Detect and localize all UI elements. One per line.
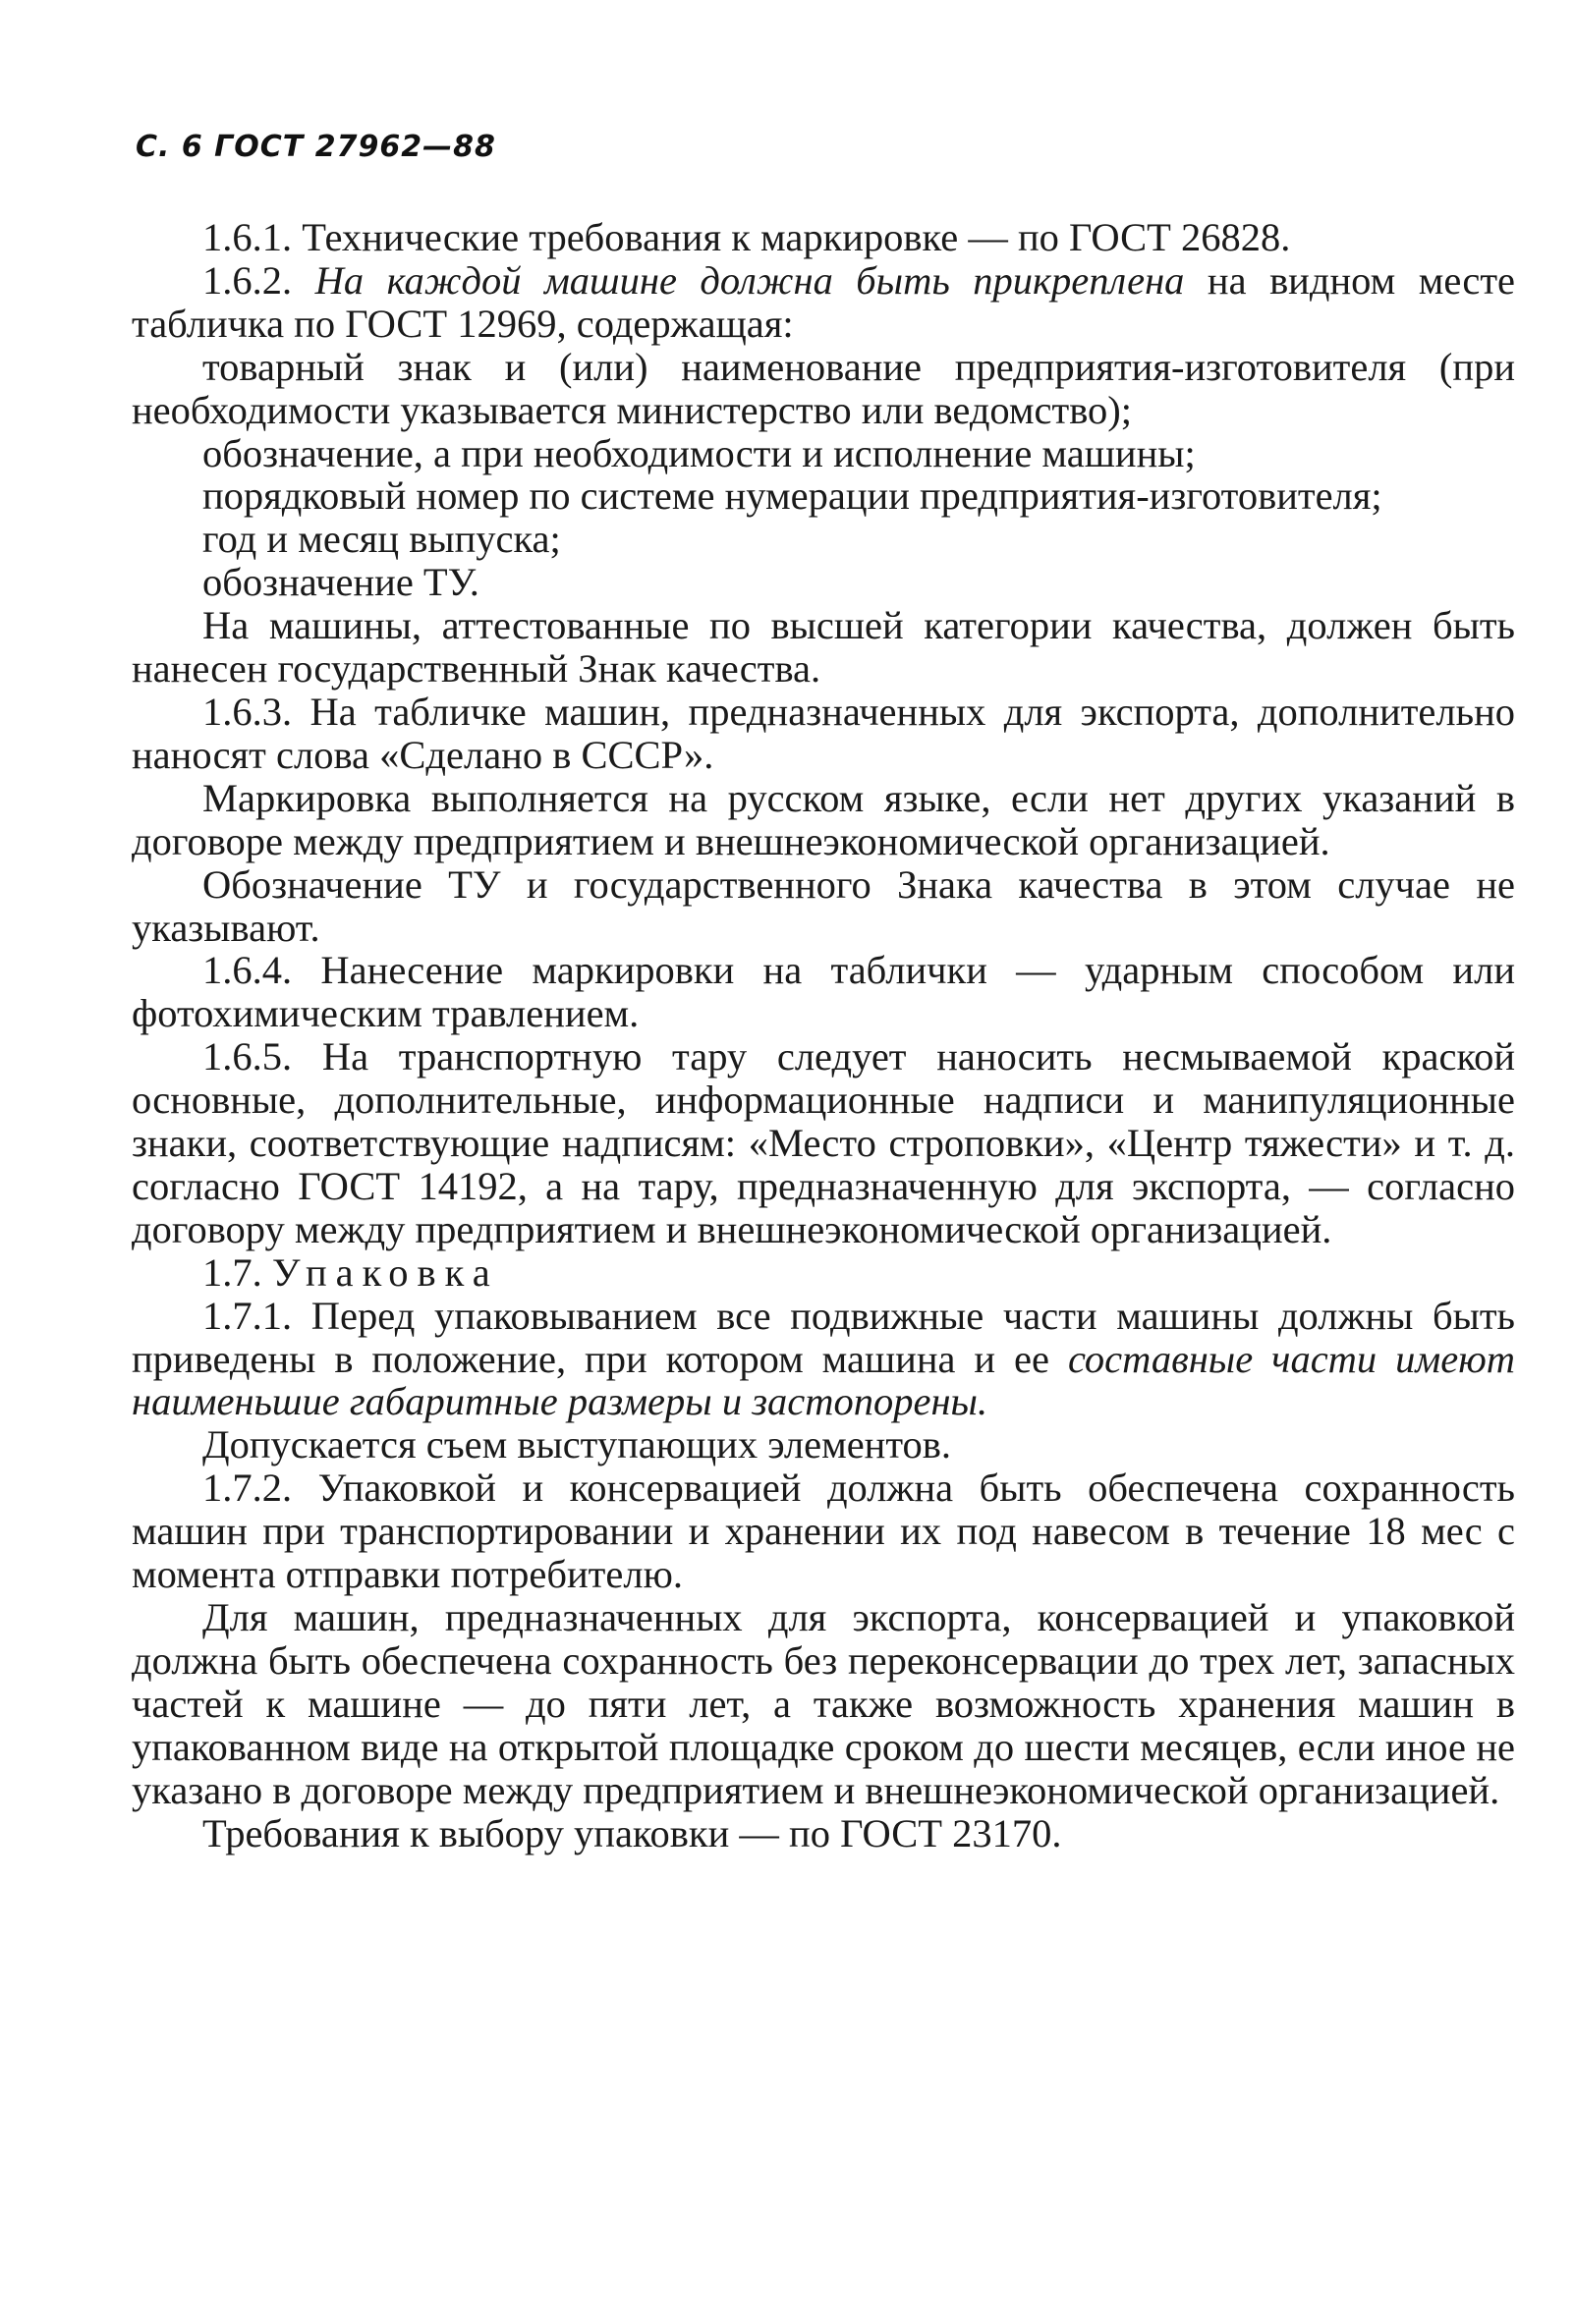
section-title: Упаковка [271,1249,499,1295]
paragraph-text: 1.7.1. Перед упаковыванием все подвижные части машины должны быть приведены в положение, при котором машина и ее [132,1293,1515,1381]
body-text [132,216,1515,1854]
paragraph-removal: Допускается съем выступающих элементов. [202,1422,952,1467]
paragraph-1-6-2 [132,259,1515,346]
paragraph-export-packaging: Для машин, предназначенных для экспорта, консервацией и упаковкой должна быть обеспечена сохранность без переконсервации до трех лет, запасных частей к машине — до пяти лет, а также возможность хранения машин в упакованном виде на открытой площадке сроком до шести месяцев, если иное не указано в договоре между предприятием и внешнеэкономической организацией. [132,1595,1515,1812]
paragraph-number: 1.6.2. [202,257,315,303]
list-item-year-month: год и месяц выпуска; [202,517,561,562]
italic-text: составные части имеют наименьшие габаритные размеры и застопорены. [132,1336,1516,1424]
paragraph-1-6-3: 1.6.3. На табличке машин, предназначенных для экспорта, дополнительно наносят слова «Сделано в СССР». [132,689,1515,777]
list-item-tu-designation: обозначение ТУ. [202,560,479,605]
paragraph-1-6-5: 1.6.5. На транспортную тару следует наносить несмываемой краской основные, дополнительные, информационные надписи и манипуляционные знаки, соответствующие надписям: «Место строповки», «Центр тяжести» и т. д. согласно ГОСТ 14192, а на тару, предназначенную для экспорта, — согласно договору между предприятием и внешнеэкономической организацией. [132,1034,1515,1251]
paragraph-1-7-1 [132,1295,1515,1424]
paragraph-tu-not-indicated: Обозначение ТУ и государственного Знака качества в этом случае не указывают. [132,861,1515,950]
paragraph-1-6-4: 1.6.4. Нанесение маркировки на таблички — ударным способом или фотохимическим травлением. [132,948,1515,1036]
list-item-trademark: товарный знак и (или) наименование предприятия-изготовителя (при необходимости указывается министерство или ведомство); [132,344,1515,432]
list-item-designation: обозначение, а при необходимости и исполнение машины; [202,430,1196,475]
section-number: 1.7. [202,1249,272,1295]
list-item-serial-number: порядковый номер по системе нумерации предприятия-изготовителя; [202,473,1382,519]
running-header: С. 6 ГОСТ 27962—88 [136,130,496,164]
paragraph-1-7-2: 1.7.2. Упаковкой и консервацией должна быть обеспечена сохранность машин при транспортировании и хранении их под навесом в течение 18 мес с момента отправки потребителю. [132,1466,1515,1597]
paragraph-language: Маркировка выполняется на русском языке, если нет других указаний в договоре между предприятием и внешнеэкономической организацией. [132,775,1515,863]
paragraph-packaging-requirements: Требования к выбору упаковки — по ГОСТ 23170. [202,1810,1062,1855]
italic-text: На каждой машине должна быть прикреплена [314,257,1185,303]
section-heading-1-7 [132,1251,1515,1295]
paragraph-quality-mark: На машины, аттестованные по высшей категории качества, должен быть нанесен государственный Знак качества. [132,603,1515,692]
paragraph-1-6-1: 1.6.1. Технические требования к маркировке — по ГОСТ 26828. [202,215,1291,259]
paragraph-text: на видном месте табличка по ГОСТ 12969, содержащая: [132,257,1515,346]
